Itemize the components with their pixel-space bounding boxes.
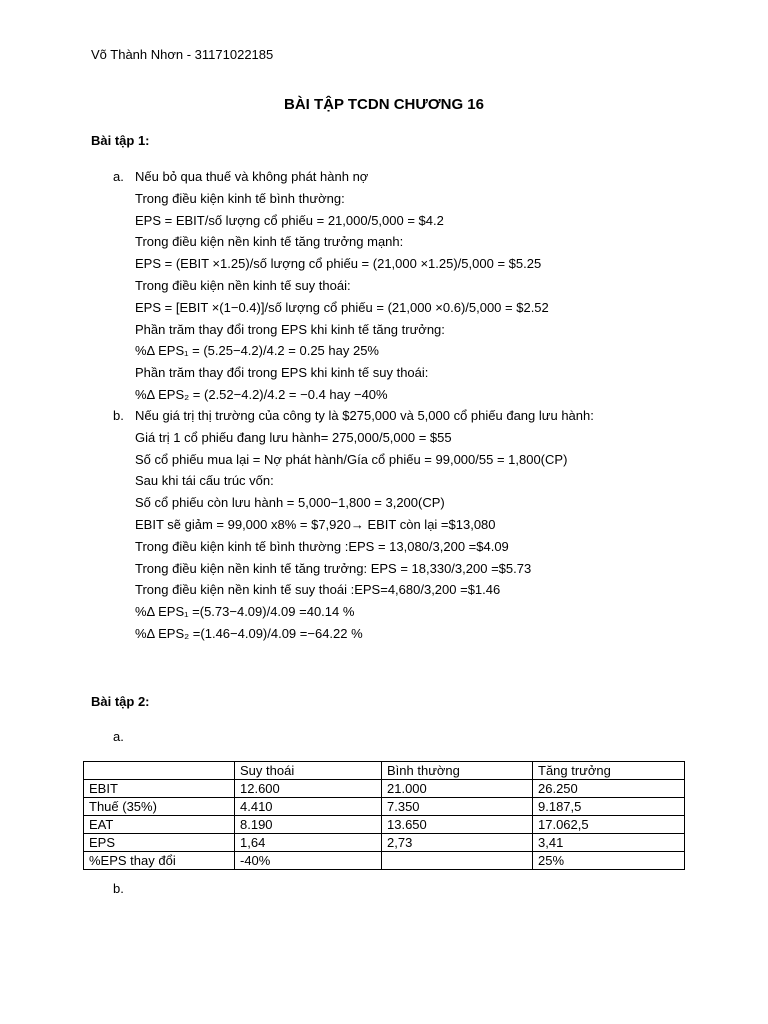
table-cell: 4.410 [235,798,382,816]
table-cell: 17.062,5 [533,816,685,834]
table-row [84,798,685,816]
table-cell: EPS [84,834,235,852]
table-header-cell: Suy thoái [235,762,382,780]
exercise1-part-a-line: Trong điều kiện nền kinh tế suy thoái: [135,278,351,293]
table-cell: 13.650 [382,816,533,834]
exercise1-part-b-line: Giá trị 1 cổ phiếu đang lưu hành= 275,000/5,000 = $55 [135,429,452,445]
exercise1-part-b-line: Trong điều kiện nền kinh tế suy thoái :EPS=4,680/3,200 =$1.46 [135,582,501,598]
table-cell: 7.350 [382,798,533,816]
table-cell: 3,41 [533,834,685,852]
exercise1-part-a-line: Phần trăm thay đổi trong EPS khi kinh tế suy thoái: [135,365,429,381]
table-row [84,834,685,852]
exercise1-part-b-line: Sau khi tái cấu trúc vốn: [135,473,274,489]
author-line: Võ Thành Nhơn - 31171022185 [91,47,274,62]
table-row [84,816,685,834]
table-header-cell: Tăng trưởng [533,762,685,780]
exercise1-part-a-line: Trong điều kiện kinh tế bình thường: [135,190,345,206]
exercise2-part-a-marker: a. [113,729,124,744]
exercise1-part-a-line: %Δ EPS₂ = (2.52−4.2)/4.2 = −0.4 hay −40% [135,387,388,402]
table-cell: Thuế (35%) [84,798,235,816]
table-row [84,852,685,870]
table-row [84,780,685,798]
table-cell: EBIT [84,780,235,798]
table-header-cell [84,762,235,780]
exercise1-part-b-line: EBIT sẽ giảm = 99,000 x8% = $7,920→ EBIT còn lại =$13,080 [135,517,496,532]
exercise1-part-a-line: Trong điều kiện nền kinh tế tăng trưởng mạnh: [135,234,404,250]
exercise1-part-a-line: EPS = EBIT/số lượng cổ phiếu = 21,000/5,000 = $4.2 [135,212,444,228]
exercise1-part-b-marker: b. [113,408,124,423]
exercise1-part-b-line: %Δ EPS₁ =(5.73−4.09)/4.09 =40.14 % [135,604,355,620]
exercise1-part-b-line: Số cổ phiếu còn lưu hành = 5,000−1,800 = 3,200(CP) [135,495,445,511]
table-cell: 1,64 [235,834,382,852]
exercise1-part-a-marker: a. [113,169,124,184]
exercise1-part-a-line: Nếu bỏ qua thuế và không phát hành nợ [135,169,369,184]
page-title: BÀI TẬP TCDN CHƯƠNG 16 [284,96,484,113]
table-cell: 9.187,5 [533,798,685,816]
exercise1-part-a-line: EPS = (EBIT ×1.25)/số lượng cổ phiếu = (21,000 ×1.25)/5,000 = $5.25 [135,256,542,272]
exercise1-part-b-line: %Δ EPS₂ =(1.46−4.09)/4.09 =−64.22 % [135,626,363,641]
exercise1-part-a-line: Phần trăm thay đổi trong EPS khi kinh tế tăng trưởng: [135,321,445,337]
table-header-row [84,762,685,780]
table-cell: 2,73 [382,834,533,852]
exercise1-part-b-line: Trong điều kiện kinh tế bình thường :EPS = 13,080/3,200 =$4.09 [135,538,509,554]
exercise1-part-a-line: EPS = [EBIT ×(1−0.4)]/số lượng cổ phiếu = (21,000 ×0.6)/5,000 = $2.52 [135,299,549,315]
table-cell: 21.000 [382,780,533,798]
table-header-cell: Bình thường [382,762,533,780]
table-cell: 25% [533,852,685,870]
table-cell: %EPS thay đổi [84,852,235,870]
eps-table [83,761,685,870]
table-cell: -40% [235,852,382,870]
exercise2-part-b-marker: b. [113,881,124,896]
exercise1-part-b-line: Số cổ phiếu mua lại = Nợ phát hành/Gía cổ phiếu = 99,000/55 = 1,800(CP) [135,451,568,467]
table-cell: 8.190 [235,816,382,834]
table-cell: 26.250 [533,780,685,798]
exercise1-part-b-line: Nếu giá trị thị trường của công ty là $275,000 và 5,000 cổ phiếu đang lưu hành: [135,408,594,423]
exercise1-heading: Bài tập 1: [91,133,150,148]
table-cell: 12.600 [235,780,382,798]
table-cell: EAT [84,816,235,834]
exercise2-heading: Bài tập 2: [91,694,150,709]
table-cell [382,852,533,870]
exercise1-part-b-line: Trong điều kiện nền kinh tế tăng trưởng: EPS = 18,330/3,200 =$5.73 [135,560,532,576]
exercise1-part-a-line: %Δ EPS₁ = (5.25−4.2)/4.2 = 0.25 hay 25% [135,343,379,359]
